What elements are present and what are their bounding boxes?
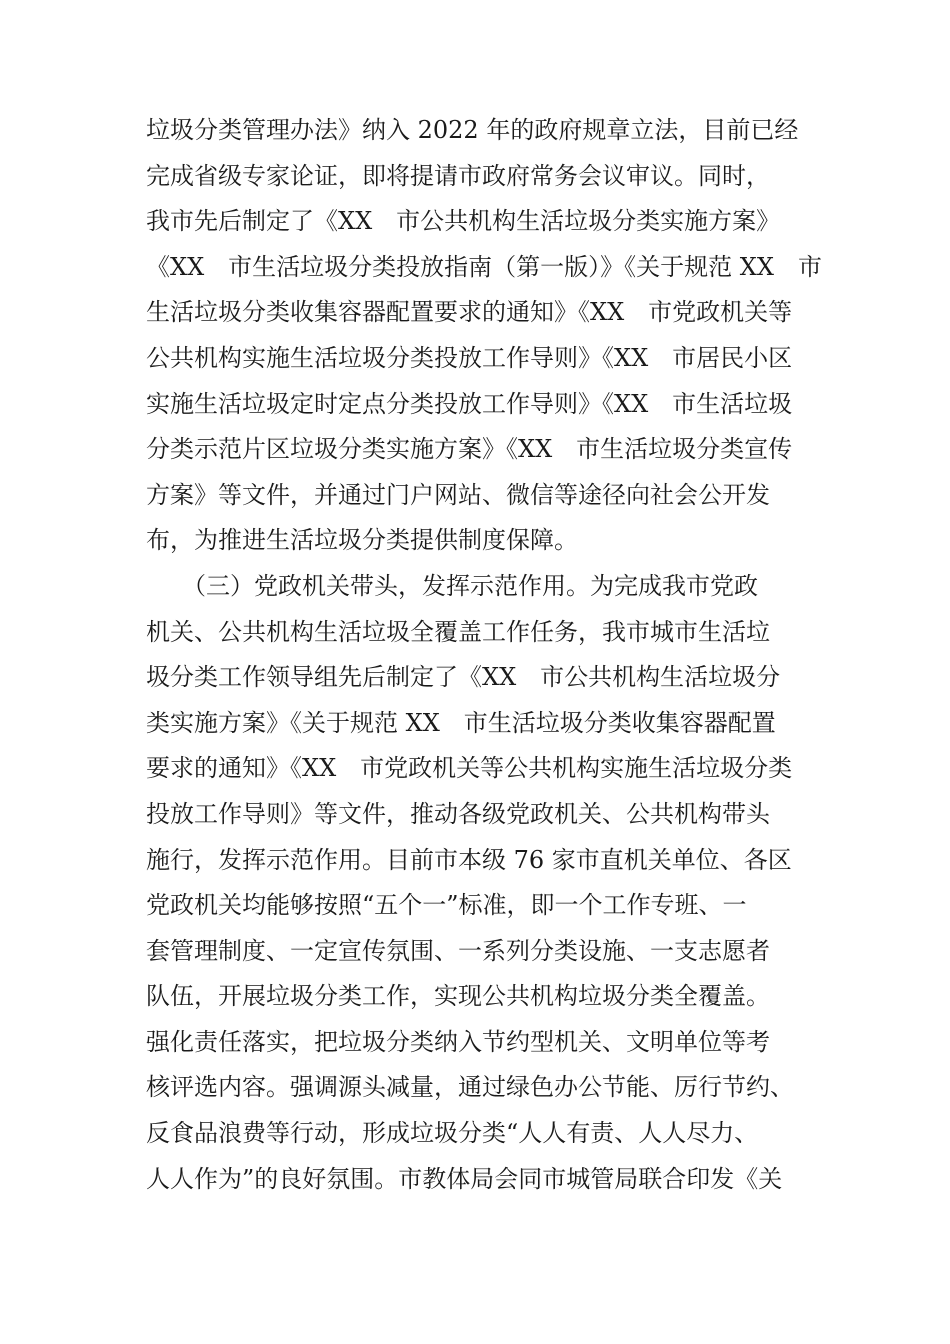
text-line: 强化责任落实，把垃圾分类纳入节约型机关、文明单位等考 (146, 1027, 770, 1056)
text-line: 完成省级专家论证，即将提请市政府常务会议审议。同时， (146, 161, 770, 190)
text-line: 《XX 市生活垃圾分类投放指南（第一版）》《关于规范 XX 市 (146, 252, 822, 281)
text-line: 投放工作导则》等文件，推动各级党政机关、公共机构带头 (146, 799, 770, 828)
text-line: 圾分类工作领导组先后制定了《XX 市公共机构生活垃圾分 (146, 663, 781, 692)
text-line: 公共机构实施生活垃圾分类投放工作导则》《XX 市居民小区 (146, 343, 793, 372)
text-line: 要求的通知》《XX 市党政机关等公共机构实施生活垃圾分类 (146, 754, 793, 783)
text-line: 方案》等文件，并通过门户网站、微信等途径向社会公开发 (146, 480, 770, 509)
text-line: 实施生活垃圾定时定点分类投放工作导则》《XX 市生活垃圾 (146, 389, 793, 418)
text-line: 党政机关均能够按照“五个一”标准，即一个工作专班、一 (146, 891, 747, 920)
text-line: 生活垃圾分类收集容器配置要求的通知》《XX 市党政机关等 (146, 298, 793, 327)
body-text (146, 108, 826, 1202)
text-line: 核评选内容。强调源头减量，通过绿色办公节能、厉行节约、 (146, 1073, 794, 1102)
text-line: 套管理制度、一定宣传氛围、一系列分类设施、一支志愿者 (146, 936, 770, 965)
text-line: 布，为推进生活垃圾分类提供制度保障。 (146, 526, 578, 555)
text-line: 队伍，开展垃圾分类工作，实现公共机构垃圾分类全覆盖。 (146, 982, 770, 1011)
text-line: 类实施方案》《关于规范 XX 市生活垃圾分类收集容器配置 (146, 708, 776, 737)
text-line: 机关、公共机构生活垃圾全覆盖工作任务，我市城市生活垃 (146, 617, 770, 646)
text-line: 垃圾分类管理办法》纳入 2022 年的政府规章立法，目前已经 (146, 116, 799, 144)
text-line: 人人作为”的良好氛围。市教体局会同市城管局联合印发《关 (146, 1164, 783, 1193)
text-line: （三）党政机关带头，发挥示范作用。为完成我市党政 (146, 571, 758, 600)
text-line: 分类示范片区垃圾分类实施方案》《XX 市生活垃圾分类宣传 (146, 435, 793, 464)
text-line: 我市先后制定了《XX 市公共机构生活垃圾分类实施方案》 (146, 207, 781, 236)
text-line: 施行，发挥示范作用。目前市本级 76 家市直机关单位、各区 (146, 845, 792, 874)
text-line: 反食品浪费等行动，形成垃圾分类“人人有责、人人尽力、 (146, 1119, 759, 1148)
